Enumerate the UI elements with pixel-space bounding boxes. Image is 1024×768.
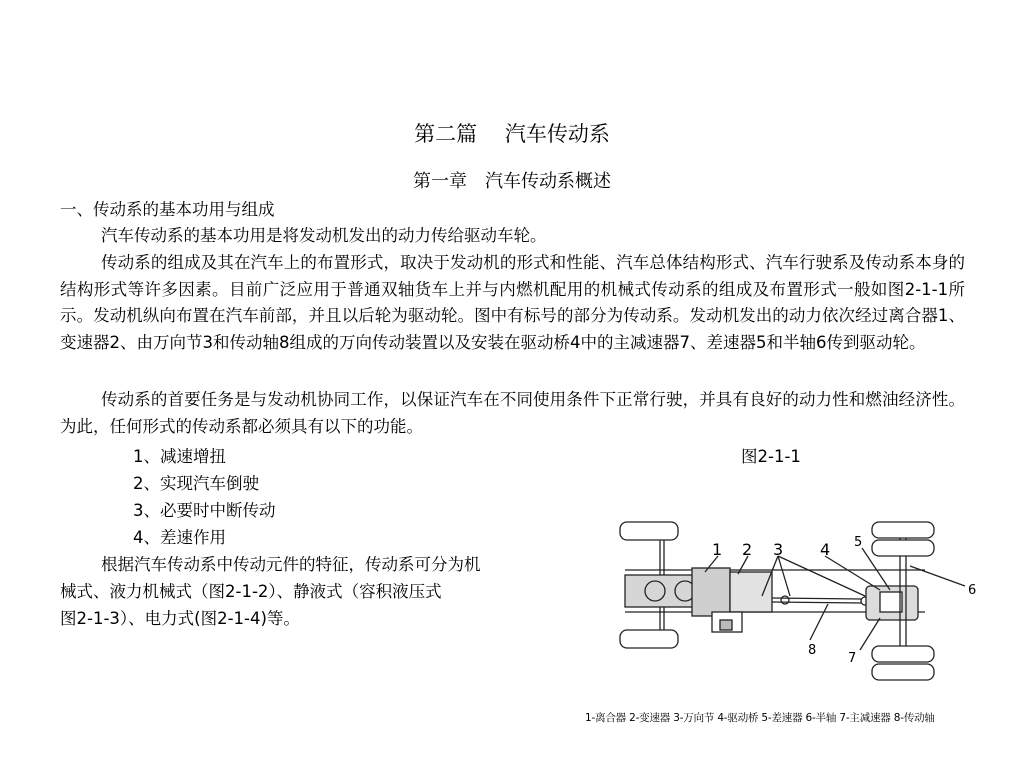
function-item: 1、减速增扭 — [133, 447, 226, 466]
part-label-clutch: 1 — [712, 540, 723, 559]
page-title: 第二篇 汽车传动系 — [414, 122, 610, 146]
part-label-differential: 5 — [854, 535, 863, 550]
chapter-title: 第一章 汽车传动系概述 — [413, 171, 611, 192]
paragraph-4-line: 械式、液力机械式（图2-1-2）、静液式（容积液压式 — [60, 582, 442, 601]
paragraph-2: 传动系的组成及其在汽车上的布置形式，取决于发动机的形式和性能、汽车总体结构形式、汽车行驶系及传动系本身的结构形式等许多因素。目前广泛应用于普通双轴货车上并与内燃机配用的机械式传动系的组成及布置形式一般如图2-1-1所示。发动机纵向布置在汽车前部，并且以后轮为驱动轮。图中有标号的部分为传动系。发动机发出的动力依次经过离合器1、变速器2、由万向节3和传动轴8组成的万向传动装置以及安装在驱动桥4中的主减速器7、差速器5和半轴6传到驱动轮。 — [60, 253, 965, 352]
drivetrain-diagram — [580, 500, 1010, 730]
part-label-universal-joint: 3 — [773, 540, 784, 559]
part-label-propeller-shaft: 8 — [808, 643, 817, 658]
function-item: 2、实现汽车倒驶 — [133, 474, 259, 493]
part-label-half-shaft: 6 — [968, 583, 977, 598]
function-item: 3、必要时中断传动 — [133, 501, 276, 520]
section-heading: 一、传动系的基本功用与组成 — [60, 200, 275, 219]
figure-legend: 1-离合器 2-变速器 3-万向节 4-驱动桥 5-差速器 6-半轴 7-主减速器 8-传动轴 — [585, 712, 935, 724]
function-item: 4、差速作用 — [133, 528, 226, 547]
paragraph-4-line: 根据汽车传动系中传动元件的特征，传动系可分为机 — [101, 555, 481, 574]
part-label-drive-axle: 4 — [820, 540, 831, 559]
part-label-final-drive: 7 — [848, 651, 857, 666]
paragraph-3: 传动系的首要任务是与发动机协同工作，以保证汽车在不同使用条件下正常行驶，并具有良好的动力性和燃油经济性。为此，任何形式的传动系都必须具有以下的功能。 — [60, 390, 965, 436]
figure-caption: 图2-1-1 — [741, 447, 801, 466]
paragraph-4-line: 图2-1-3）、电力式(图2-1-4)等。 — [60, 609, 300, 628]
paragraph-1: 汽车传动系的基本功用是将发动机发出的动力传给驱动车轮。 — [101, 226, 547, 245]
part-label-gearbox: 2 — [742, 540, 753, 559]
